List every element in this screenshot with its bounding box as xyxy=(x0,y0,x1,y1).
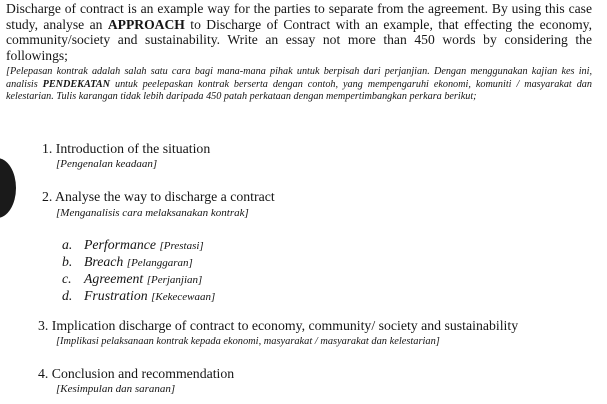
question-english: Discharge of contract is an example way for the parties to separate from the agreement. By using this case study, analyse an APPROACH to Discharge of Contract with an example, that effecting the economy, community/society and sustainability. Write an essay not more than 450 words by considering the followings; xyxy=(6,1,593,63)
subitem-letter: b. xyxy=(62,254,73,269)
subitem-translation: [Prestasi] xyxy=(159,240,204,252)
subitem-label: Agreement xyxy=(84,271,144,286)
item-1-subtitle: [Pengenalan keadaan] xyxy=(56,158,158,170)
item-4-title: 4. Conclusion and recommendation xyxy=(38,366,235,381)
subitem-label: Performance xyxy=(84,237,157,252)
item-4-subtitle: [Kesimpulan dan saranan] xyxy=(56,383,176,395)
subitem-letter: a. xyxy=(62,237,73,252)
item-3-subtitle: [Implikasi pelaksanaan kontrak kepada ekonomi, masyarakat / masyarakat dan kelestarian] xyxy=(56,336,440,347)
subitem-a xyxy=(62,237,204,253)
item-2-title: 2. Analyse the way to discharge a contract xyxy=(42,189,275,204)
item-2-subtitle: [Menganalisis cara melaksanakan kontrak] xyxy=(56,207,249,219)
subitem-letter: d. xyxy=(62,288,73,303)
item-3-title: 3. Implication discharge of contract to economy, community/ society and sustainability xyxy=(38,318,519,333)
subitem-label: Breach xyxy=(84,254,124,269)
subitem-translation: [Pelanggaran] xyxy=(126,257,193,269)
item-1-title: 1. Introduction of the situation xyxy=(42,141,211,156)
subitem-translation: [Kekecewaan] xyxy=(151,291,216,303)
subitem-letter: c. xyxy=(62,271,72,286)
dark-edge-blob xyxy=(0,158,16,218)
subitem-d xyxy=(62,288,215,304)
subitem-b xyxy=(62,254,193,270)
subitem-label: Frustration xyxy=(84,288,148,303)
question-malay: [Pelepasan kontrak adalah salah satu cara bagi mana-mana pihak untuk berpisah dari perjanjian. Dengan menggunakan kajian kes ini, analisis PENDEKATAN untuk peelepaskan kontrak berserta dengan contoh, yang mempengaruhi ekonomi, komuniti / masyarakat dan kelestarian. Tulis karangan tidak lebih daripada 450 patah perkataan dengan mempertimbangkan perkara berikut; xyxy=(6,66,592,103)
subitem-c xyxy=(62,271,202,287)
subitem-translation: [Perjanjian] xyxy=(146,274,203,286)
